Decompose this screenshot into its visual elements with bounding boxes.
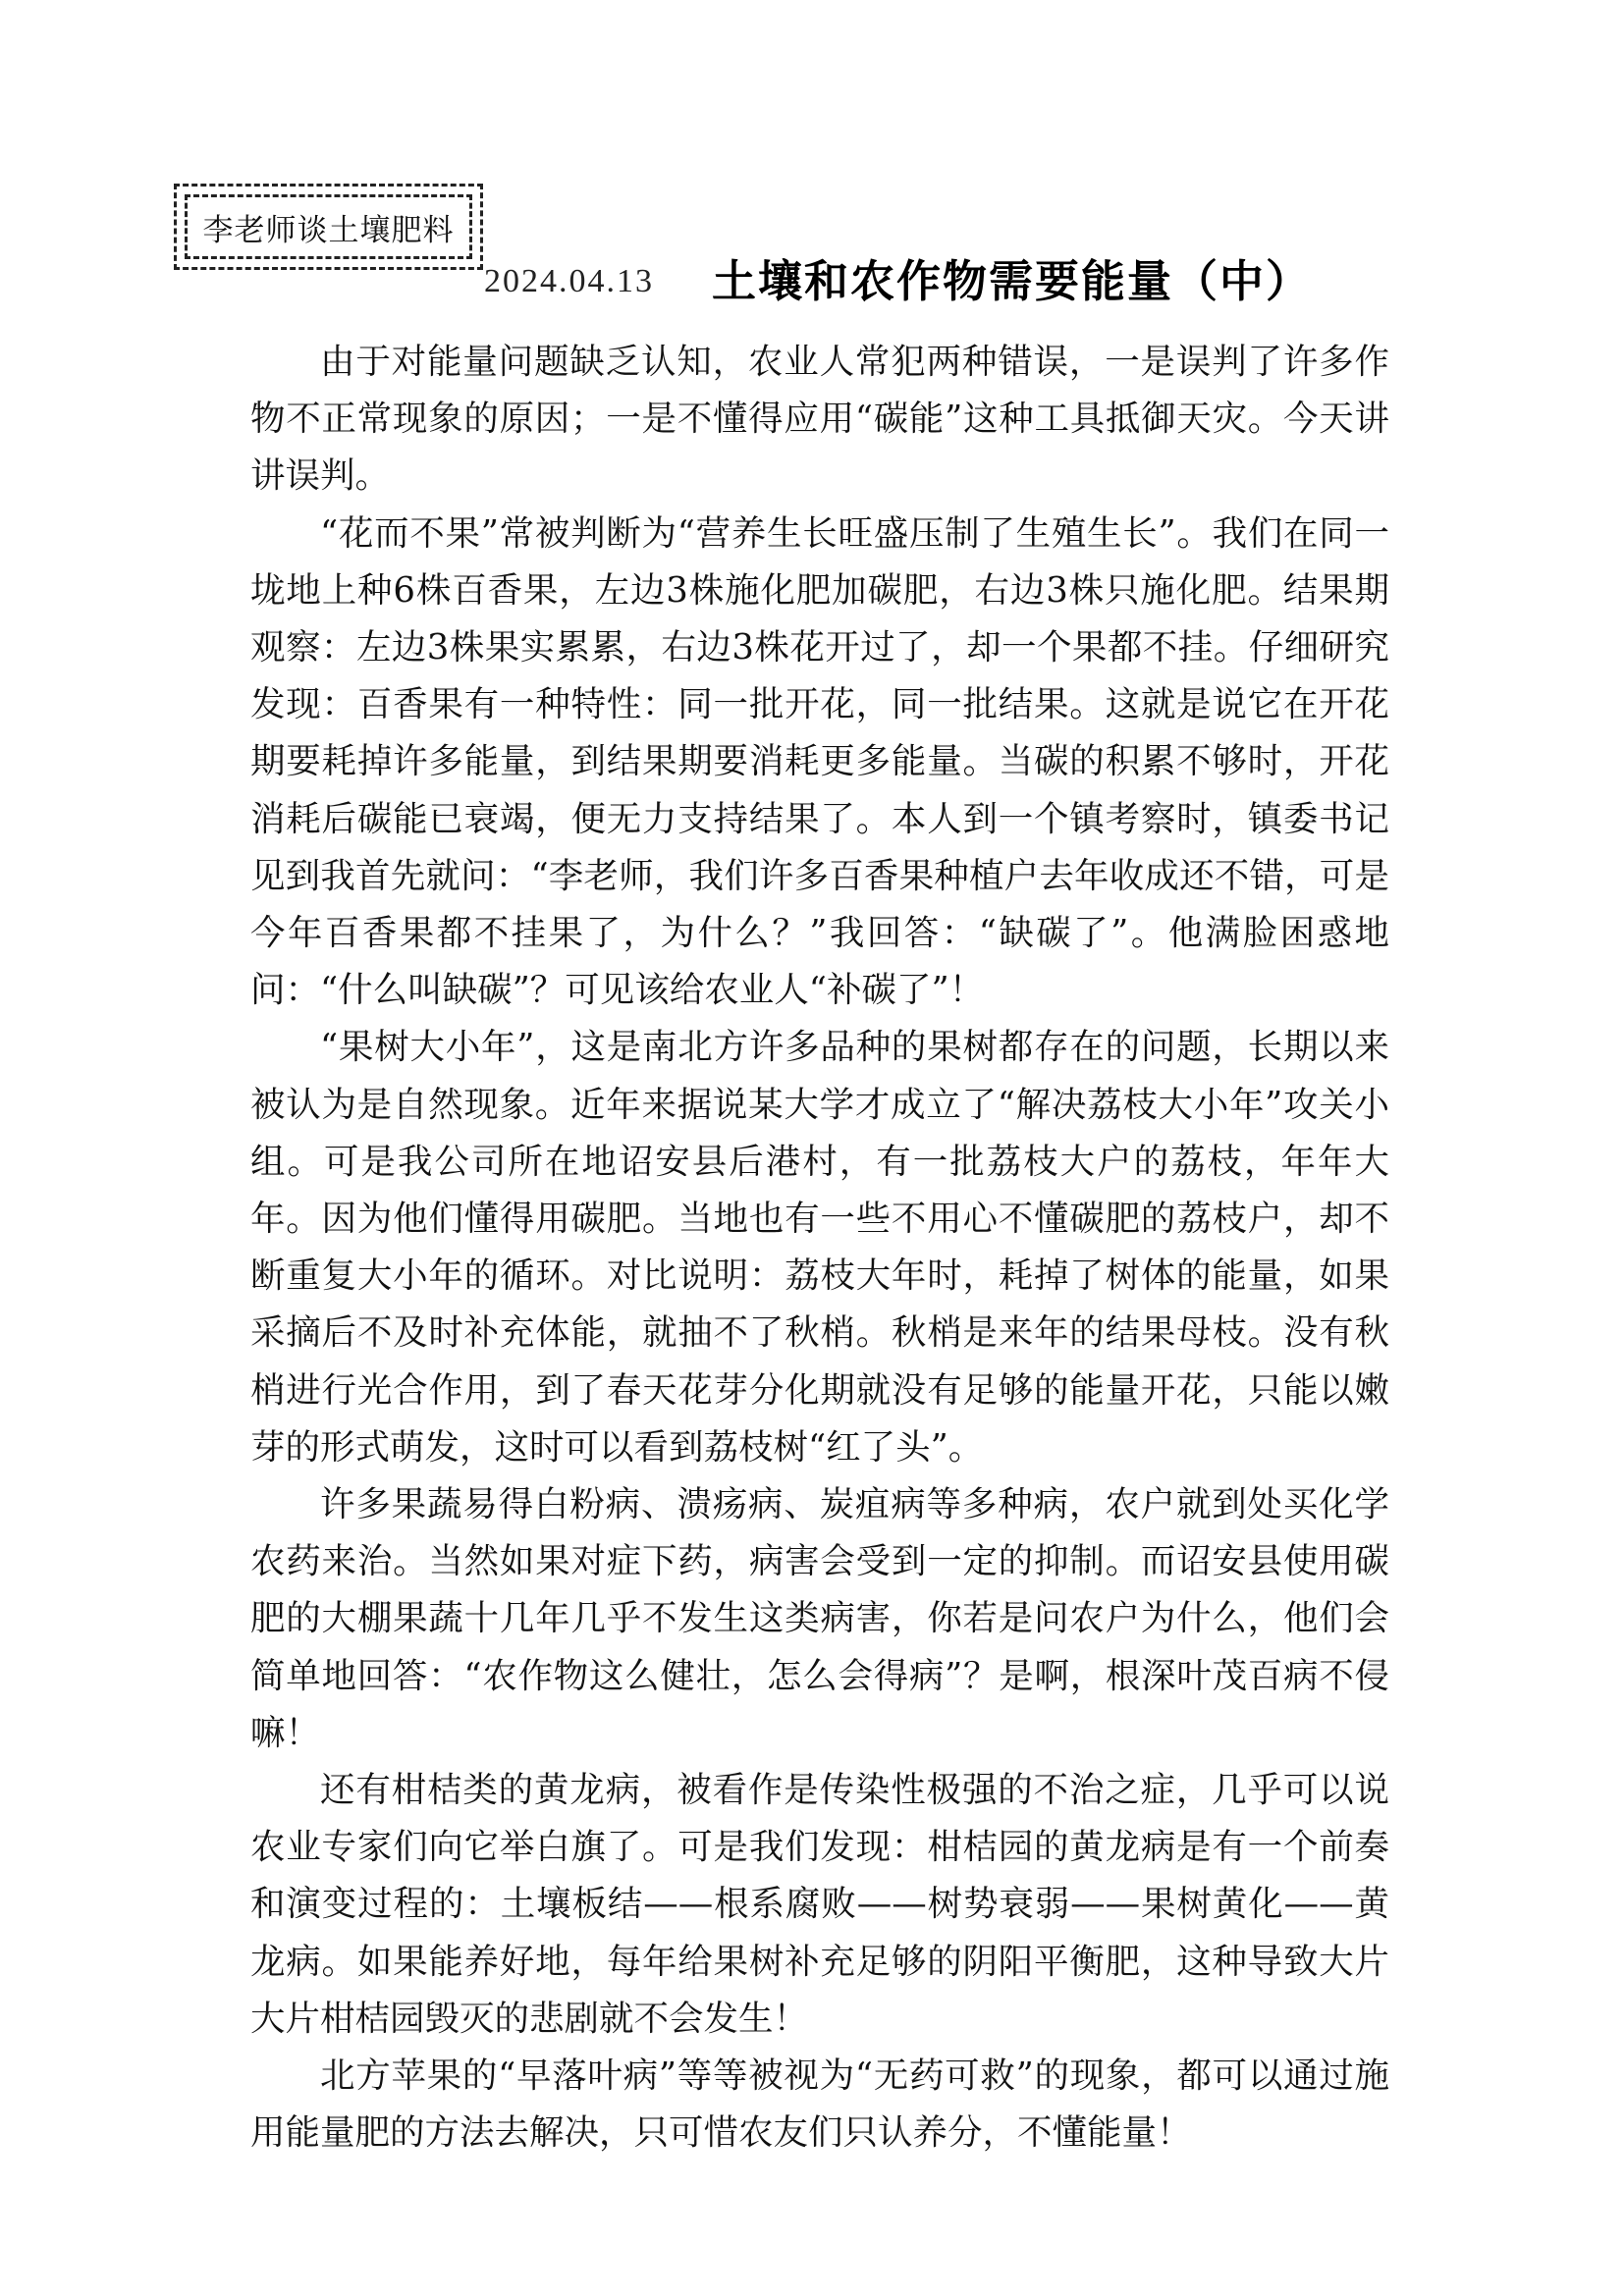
paragraph: 许多果蔬易得白粉病、溃疡病、炭疽病等多种病，农户就到处买化学农药来治。当然如果对症下药，病害会受到一定的抑制。而诏安县使用碳肥的大棚果蔬十几年几乎不发生这类病害，你若是问农户为什么，他们会简单地回答：“农作物这么健壮，怎么会得病”？是啊，根深叶茂百病不侵嘛！ [250, 1484, 1389, 1753]
article-body [250, 334, 1389, 2163]
paragraph: 北方苹果的“早落叶病”等等被视为“无药可救”的现象，都可以通过施用能量肥的方法去解决，只可惜农友们只认养分，不懂能量！ [250, 2056, 1389, 2154]
paragraph: “花而不果”常被判断为“营养生长旺盛压制了生殖生长”。我们在同一垅地上种6株百香果，左边3株施化肥加碳肥，右边3株只施化肥。结果期观察：左边3株果实累累，右边3株花开过了，却一个果都不挂。仔细研究发现：百香果有一种特性：同一批开花，同一批结果。这就是说它在开花期要耗掉许多能量，到结果期要消耗更多能量。当碳的积累不够时，开花消耗后碳能已衰竭，便无力支持结果了。本人到一个镇考察时，镇委书记见到我首先就问：“李老师，我们许多百香果种植户去年收成还不错，可是今年百香果都不挂果了，为什么？”我回答：“缺碳了”。他满脸困惑地问：“什么叫缺碳”？可见该给农业人“补碳了”！ [250, 512, 1389, 1011]
article-date: 2024.04.13 [484, 263, 654, 299]
series-label: 李老师谈土壤肥料 [185, 194, 472, 259]
series-label-box [174, 184, 483, 270]
paragraph: 还有柑桔类的黄龙病，被看作是传染性极强的不治之症，几乎可以说农业专家们向它举白旗了。可是我们发现：柑桔园的黄龙病是有一个前奏和演变过程的：土壤板结——根系腐败——树势衰弱——果树黄化——黄龙病。如果能养好地，每年给果树补充足够的阴阳平衡肥，这种导致大片大片柑桔园毁灭的悲剧就不会发生！ [250, 1770, 1389, 2039]
paragraph: 由于对能量问题缺乏认知，农业人常犯两种错误，一是误判了许多作物不正常现象的原因；一是不懂得应用“碳能”这种工具抵御天灾。今天讲讲误判。 [250, 342, 1389, 497]
article-title: 土壤和农作物需要能量（中） [712, 255, 1313, 307]
paragraph: “果树大小年”，这是南北方许多品种的果树都存在的问题，长期以来被认为是自然现象。近年来据说某大学才成立了“解决荔枝大小年”攻关小组。可是我公司所在地诏安县后港村，有一批荔枝大户的荔枝，年年大年。因为他们懂得用碳肥。当地也有一些不用心不懂碳肥的荔枝户，却不断重复大小年的循环。对比说明：荔枝大年时，耗掉了树体的能量，如果采摘后不及时补充体能，就抽不了秋梢。秋梢是来年的结果母枝。没有秋梢进行光合作用，到了春天花芽分化期就没有足够的能量开花，只能以嫩芽的形式萌发，这时可以看到荔枝树“红了头”。 [250, 1027, 1389, 1468]
